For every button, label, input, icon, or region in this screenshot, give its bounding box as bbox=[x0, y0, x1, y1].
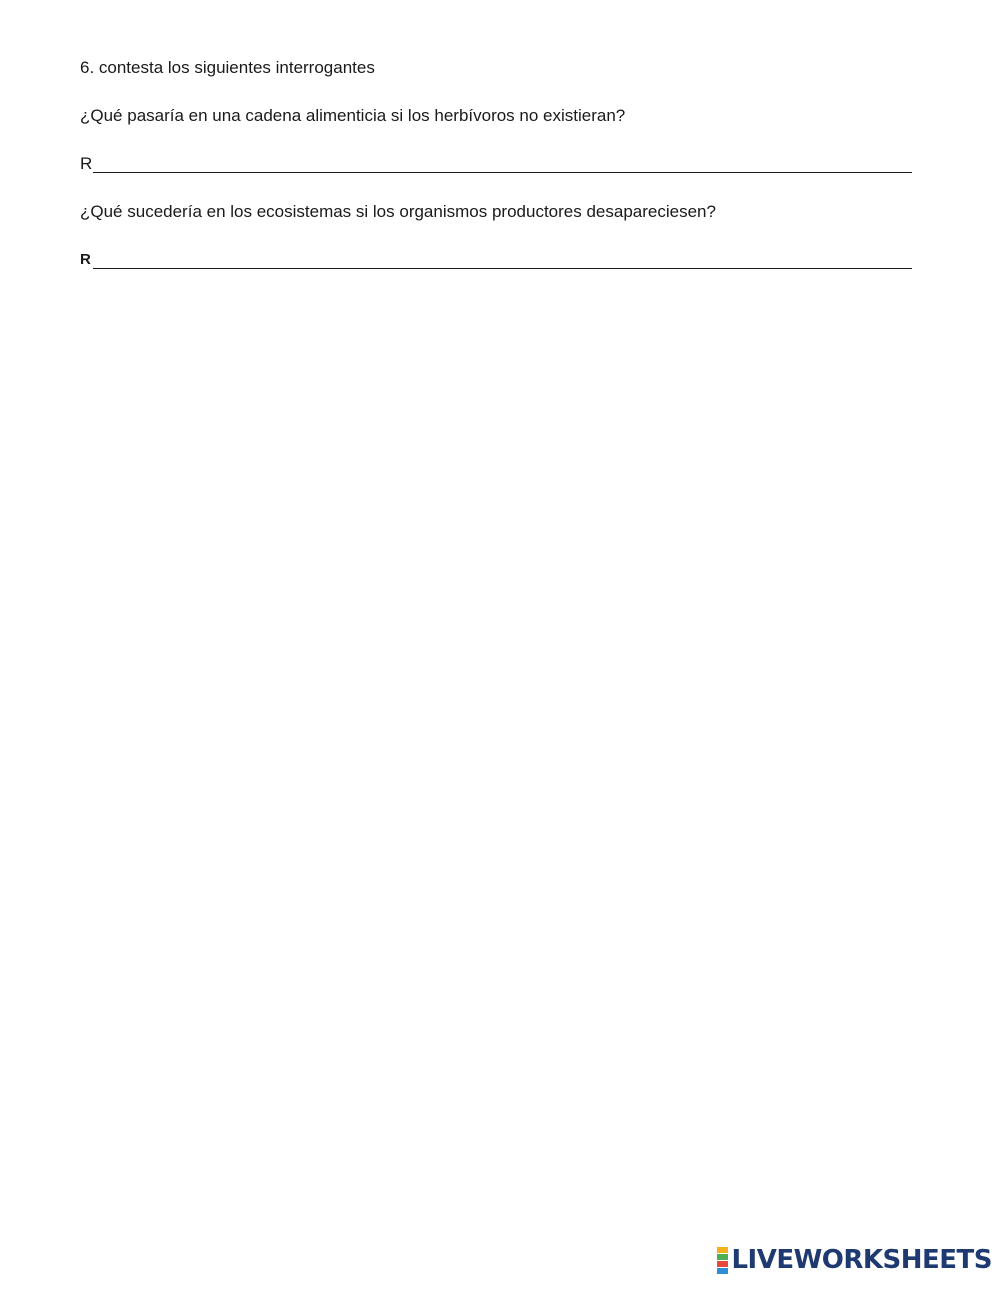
worksheet-heading: 6. contesta los siguientes interrogantes bbox=[80, 58, 375, 77]
answer-row-1 bbox=[80, 154, 912, 176]
answer-line-2[interactable] bbox=[93, 268, 912, 269]
question-1: ¿Qué pasaría en una cadena alimenticia si los herbívoros no existieran? bbox=[80, 106, 626, 125]
logo-square bbox=[717, 1254, 728, 1260]
answer-line-1[interactable] bbox=[93, 172, 912, 173]
logo-square bbox=[717, 1261, 728, 1267]
logo-square bbox=[717, 1247, 728, 1253]
logo-square bbox=[717, 1268, 728, 1274]
answer-prefix-2: R bbox=[80, 251, 91, 268]
question-2: ¿Qué sucedería en los ecosistemas si los organismos productores desapareciesen? bbox=[80, 202, 716, 221]
liveworksheets-logo bbox=[717, 1245, 992, 1275]
logo-text: LIVEWORKSHEETS bbox=[731, 1245, 992, 1275]
logo-squares-icon bbox=[717, 1247, 728, 1274]
answer-prefix-1: R bbox=[80, 154, 93, 173]
answer-row-2 bbox=[80, 250, 912, 272]
